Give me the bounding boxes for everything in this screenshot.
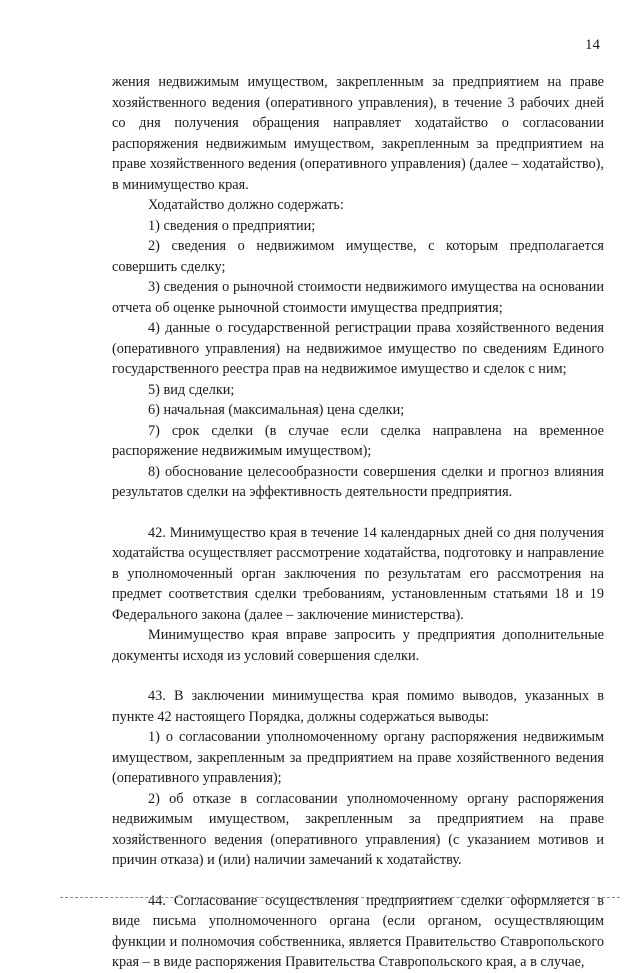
paragraph-42-extra: Минимущество края вправе запросить у предприятия дополнительные документы исходя из условий совершения сделки. bbox=[112, 627, 604, 664]
paragraph-43-item-2: 2) об отказе в согласовании уполномоченному органу распоряжения недвижимым имуществом, закрепленным за предприятием на праве хозяйственного ведения (оперативного управления) (с указанием мотивов и причин отказа) и (или) наличии замечаний к ходатайству. bbox=[112, 790, 604, 868]
paragraph-43-item-1: 1) о согласовании уполномоченному органу распоряжения недвижимым имуществом, закрепленным за предприятием на праве хозяйственного ведения (оперативного управления); bbox=[112, 729, 604, 786]
list-item-1: 1) сведения о предприятии; bbox=[148, 217, 316, 234]
bottom-edge-line bbox=[60, 897, 620, 898]
list-item-3: 3) сведения о рыночной стоимости недвижимого имущества на основании отчета об оценке рыночной стоимости имущества предприятия; bbox=[112, 279, 604, 316]
paragraph-continuation: жения недвижимым имуществом, закрепленным за предприятием на праве хозяйственного ведения (оперативного управления), в течение 3 рабочих дней со дня получения обращения направляет ходатайство о согласовании распоряжения недвижимым имуществом, закрепленным за предприятием на праве хозяйственного ведения (оперативного управления) (далее – ходатайство), в минимущество края. bbox=[112, 74, 604, 193]
list-item-5: 5) вид сделки; bbox=[148, 381, 235, 398]
list-item-6: 6) начальная (максимальная) цена сделки; bbox=[148, 402, 405, 418]
list-item-2: 2) сведения о недвижимом имуществе, с которым предполагается совершить сделку; bbox=[112, 238, 604, 275]
document-body bbox=[112, 72, 604, 973]
paragraph-44: 44. Согласование осуществления предприятием сделки оформляется в виде письма уполномоченного органа (если органом, осуществляющим функции и полномочия собственника, является Правительство Ставропольского края – в виде распоряжения Правительства Ставропольского края, а в случае, bbox=[112, 892, 604, 970]
paragraph-petition-contents: Ходатайство должно содержать: bbox=[148, 197, 344, 213]
list-item-8: 8) обоснование целесообразности совершения сделки и прогноз влияния результатов сделки на эффективность деятельности предприятия. bbox=[112, 463, 604, 500]
paragraph-43: 43. В заключении минимущества края помимо выводов, указанных в пункте 42 настоящего Порядка, должны содержаться выводы: bbox=[112, 688, 604, 725]
page-number: 14 bbox=[585, 37, 600, 53]
list-item-4: 4) данные о государственной регистрации права хозяйственного ведения (оперативного управления) на недвижимое имущество по сведениям Единого государственного реестра прав на недвижимое имущество и сделок с ним; bbox=[112, 320, 604, 377]
paragraph-42: 42. Минимущество края в течение 14 календарных дней со дня получения ходатайства осуществляет рассмотрение ходатайства, подготовку и направление в уполномоченный орган заключения по результатам его рассмотрения на предмет соответствия сделки требованиям, установленным статьями 18 и 19 Федерального закона (далее – заключение министерства). bbox=[112, 524, 604, 623]
list-item-7: 7) срок сделки (в случае если сделка направлена на временное распоряжение недвижимым имуществом); bbox=[112, 422, 604, 459]
